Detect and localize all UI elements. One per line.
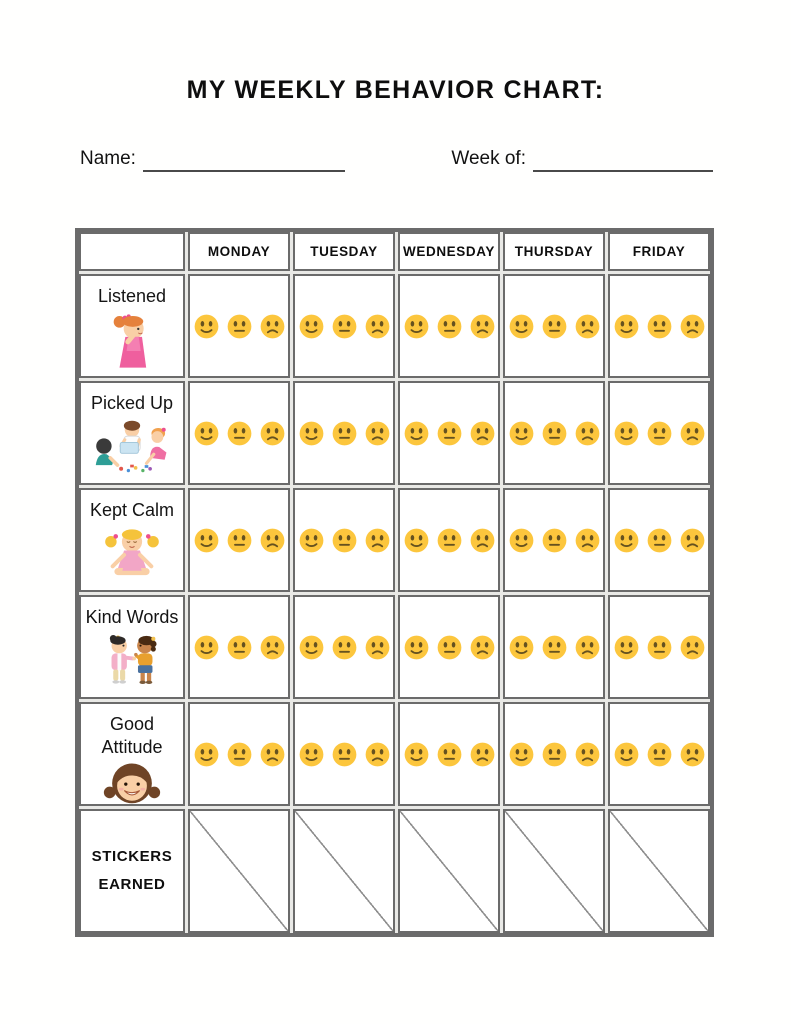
behavior-cell-kind-words-monday <box>188 595 290 699</box>
name-label: Name: <box>80 148 136 169</box>
sad-face-icon[interactable] <box>365 742 390 767</box>
happy-face-icon[interactable] <box>614 314 639 339</box>
sad-face-icon[interactable] <box>260 314 285 339</box>
behavior-cell-good-attitude-tuesday <box>293 702 395 806</box>
behavior-cell-listened-monday <box>188 274 290 378</box>
row-label-cell-good-attitude <box>79 702 185 806</box>
behavior-cell-picked-up-monday <box>188 381 290 485</box>
happy-face-icon[interactable] <box>299 528 324 553</box>
behavior-cell-kind-words-friday <box>608 595 710 699</box>
happy-face-icon[interactable] <box>509 635 534 660</box>
happy-face-icon[interactable] <box>509 314 534 339</box>
happy-face-icon[interactable] <box>404 742 429 767</box>
sad-face-icon[interactable] <box>260 635 285 660</box>
sad-face-icon[interactable] <box>260 742 285 767</box>
stickers-cell-monday[interactable] <box>188 809 290 933</box>
happy-face-icon[interactable] <box>614 742 639 767</box>
behavior-cell-listened-wednesday <box>398 274 500 378</box>
neutral-face-icon[interactable] <box>647 421 672 446</box>
sad-face-icon[interactable] <box>260 528 285 553</box>
neutral-face-icon[interactable] <box>647 742 672 767</box>
girl-listening-clipart-icon <box>107 311 157 371</box>
sad-face-icon[interactable] <box>680 528 705 553</box>
happy-face-icon[interactable] <box>299 421 324 446</box>
happy-face-icon[interactable] <box>194 314 219 339</box>
row-label: Kept Calm <box>89 500 175 520</box>
sad-face-icon[interactable] <box>260 421 285 446</box>
neutral-face-icon[interactable] <box>542 421 567 446</box>
happy-face-icon[interactable] <box>194 528 219 553</box>
behavior-cell-picked-up-wednesday <box>398 381 500 485</box>
behavior-cell-kept-calm-wednesday <box>398 488 500 592</box>
behavior-cell-good-attitude-friday <box>608 702 710 806</box>
day-header-monday: MONDAY <box>188 232 290 271</box>
sad-face-icon[interactable] <box>365 421 390 446</box>
behavior-cell-kind-words-tuesday <box>293 595 395 699</box>
week-of-label: Week of: <box>451 148 526 169</box>
week-of-blank-line[interactable] <box>533 154 713 172</box>
row-label-cell-kind-words <box>79 595 185 699</box>
week-of-field <box>451 148 713 172</box>
behavior-cell-kind-words-wednesday <box>398 595 500 699</box>
behavior-cell-listened-friday <box>608 274 710 378</box>
page-title: MY WEEKLY BEHAVIOR CHART: <box>186 76 605 104</box>
happy-face-icon[interactable] <box>194 742 219 767</box>
neutral-face-icon[interactable] <box>647 314 672 339</box>
behavior-cell-listened-thursday <box>503 274 605 378</box>
two-girls-talking-clipart-icon <box>102 632 162 690</box>
sad-face-icon[interactable] <box>575 314 600 339</box>
neutral-face-icon[interactable] <box>542 635 567 660</box>
day-header-tuesday: TUESDAY <box>293 232 395 271</box>
day-header-thursday: THURSDAY <box>503 232 605 271</box>
name-field <box>80 148 345 172</box>
happy-face-icon[interactable] <box>404 421 429 446</box>
sad-face-icon[interactable] <box>680 635 705 660</box>
row-label: Good Attitude <box>101 714 163 757</box>
row-label-cell-kept-calm <box>79 488 185 592</box>
girl-meditating-clipart-icon <box>101 525 163 583</box>
children-picking-up-toys-clipart-icon <box>90 418 174 476</box>
happy-face-icon[interactable] <box>614 421 639 446</box>
happy-face-icon[interactable] <box>614 635 639 660</box>
neutral-face-icon[interactable] <box>332 314 357 339</box>
happy-face-icon[interactable] <box>509 528 534 553</box>
sad-face-icon[interactable] <box>680 742 705 767</box>
happy-face-icon[interactable] <box>404 314 429 339</box>
sad-face-icon[interactable] <box>575 635 600 660</box>
sad-face-icon[interactable] <box>575 742 600 767</box>
neutral-face-icon[interactable] <box>332 635 357 660</box>
behavior-cell-picked-up-friday <box>608 381 710 485</box>
behavior-cell-kept-calm-thursday <box>503 488 605 592</box>
neutral-face-icon[interactable] <box>437 314 462 339</box>
row-label: Picked Up <box>90 393 174 413</box>
neutral-face-icon[interactable] <box>227 314 252 339</box>
neutral-face-icon[interactable] <box>437 742 462 767</box>
neutral-face-icon[interactable] <box>227 742 252 767</box>
sad-face-icon[interactable] <box>470 635 495 660</box>
neutral-face-icon[interactable] <box>227 528 252 553</box>
behavior-cell-good-attitude-wednesday <box>398 702 500 806</box>
day-header-wednesday: WEDNESDAY <box>398 232 500 271</box>
behavior-cell-good-attitude-thursday <box>503 702 605 806</box>
happy-face-icon[interactable] <box>299 314 324 339</box>
day-header-friday: FRIDAY <box>608 232 710 271</box>
neutral-face-icon[interactable] <box>227 635 252 660</box>
neutral-face-icon[interactable] <box>647 635 672 660</box>
smiling-girl-face-clipart-icon <box>102 761 162 809</box>
neutral-face-icon[interactable] <box>437 421 462 446</box>
sad-face-icon[interactable] <box>680 314 705 339</box>
neutral-face-icon[interactable] <box>647 528 672 553</box>
sad-face-icon[interactable] <box>365 528 390 553</box>
happy-face-icon[interactable] <box>194 421 219 446</box>
sad-face-icon[interactable] <box>365 314 390 339</box>
stickers-earned-label-cell <box>79 809 185 933</box>
neutral-face-icon[interactable] <box>227 421 252 446</box>
name-blank-line[interactable] <box>143 154 345 172</box>
behavior-cell-listened-tuesday <box>293 274 395 378</box>
happy-face-icon[interactable] <box>194 635 219 660</box>
sad-face-icon[interactable] <box>365 635 390 660</box>
behavior-cell-good-attitude-monday <box>188 702 290 806</box>
sad-face-icon[interactable] <box>470 528 495 553</box>
happy-face-icon[interactable] <box>404 635 429 660</box>
neutral-face-icon[interactable] <box>437 635 462 660</box>
row-label-cell-listened <box>79 274 185 378</box>
behavior-cell-kind-words-thursday <box>503 595 605 699</box>
row-label: Kind Words <box>85 607 179 627</box>
neutral-face-icon[interactable] <box>437 528 462 553</box>
corner-cell <box>79 232 185 271</box>
happy-face-icon[interactable] <box>509 742 534 767</box>
happy-face-icon[interactable] <box>299 742 324 767</box>
happy-face-icon[interactable] <box>509 421 534 446</box>
sad-face-icon[interactable] <box>470 314 495 339</box>
stickers-cell-wednesday[interactable] <box>398 809 500 933</box>
neutral-face-icon[interactable] <box>332 742 357 767</box>
neutral-face-icon[interactable] <box>332 421 357 446</box>
sad-face-icon[interactable] <box>575 528 600 553</box>
happy-face-icon[interactable] <box>404 528 429 553</box>
neutral-face-icon[interactable] <box>542 742 567 767</box>
behavior-cell-picked-up-thursday <box>503 381 605 485</box>
behavior-cell-kept-calm-tuesday <box>293 488 395 592</box>
neutral-face-icon[interactable] <box>332 528 357 553</box>
neutral-face-icon[interactable] <box>542 314 567 339</box>
fill-in-fields <box>80 148 713 172</box>
sad-face-icon[interactable] <box>575 421 600 446</box>
stickers-cell-tuesday[interactable] <box>293 809 395 933</box>
behavior-cell-picked-up-tuesday <box>293 381 395 485</box>
behavior-table <box>75 228 714 937</box>
sad-face-icon[interactable] <box>470 742 495 767</box>
sad-face-icon[interactable] <box>470 421 495 446</box>
behavior-cell-kept-calm-friday <box>608 488 710 592</box>
sad-face-icon[interactable] <box>680 421 705 446</box>
neutral-face-icon[interactable] <box>542 528 567 553</box>
stickers-earned-label: STICKERS EARNED <box>91 848 173 893</box>
stickers-cell-thursday[interactable] <box>503 809 605 933</box>
stickers-cell-friday[interactable] <box>608 809 710 933</box>
row-label-cell-picked-up <box>79 381 185 485</box>
happy-face-icon[interactable] <box>299 635 324 660</box>
row-label: Listened <box>97 286 167 306</box>
behavior-cell-kept-calm-monday <box>188 488 290 592</box>
happy-face-icon[interactable] <box>614 528 639 553</box>
